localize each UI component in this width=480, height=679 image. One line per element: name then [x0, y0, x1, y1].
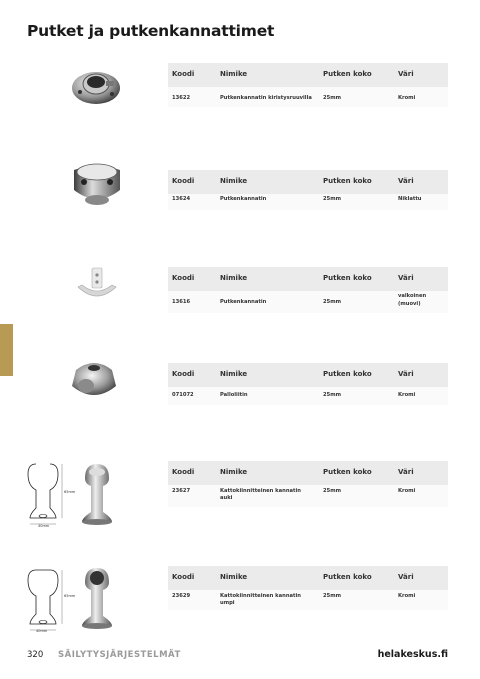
product-code: 13622: [172, 95, 191, 101]
header-code: Koodi: [172, 370, 195, 378]
product-size: 25mm: [323, 299, 342, 305]
section-name: SÄILYTYSJÄRJESTELMÄT: [58, 650, 181, 660]
product-color: Kromi: [398, 95, 416, 101]
product-code: 23627: [172, 488, 191, 494]
svg-text:65mm: 65mm: [64, 490, 76, 494]
product-image-13622: [70, 64, 122, 106]
width-label-23629: [36, 627, 50, 635]
header-color: Väri: [398, 274, 414, 282]
header-name: Nimike: [220, 70, 248, 78]
table-row: [168, 485, 448, 507]
product-code: 13616: [172, 299, 191, 305]
table-row: [168, 590, 448, 610]
width-label-23627: [38, 522, 52, 530]
header-size: Putken koko: [323, 370, 372, 378]
table-header: [168, 267, 448, 291]
product-name: Putkenkannatin: [220, 196, 267, 202]
table-header: [168, 363, 448, 387]
section-tab: [0, 324, 13, 376]
header-code: Koodi: [172, 70, 195, 78]
header-color: Väri: [398, 370, 414, 378]
product-name: Putkenkannatin: [220, 299, 267, 305]
product-table-2: [168, 170, 448, 210]
header-code: Koodi: [172, 274, 195, 282]
product-name: Putkenkannatin kiristysruuvilla: [220, 95, 312, 101]
product-name: Kattokiinnitteinen kannatin: [220, 593, 301, 599]
header-color: Väri: [398, 70, 414, 78]
table-row: [168, 387, 448, 405]
product-table-6: [168, 566, 448, 610]
product-name: Kattokiinnitteinen kannatin: [220, 488, 301, 494]
product-name-line2: auki: [220, 495, 233, 501]
header-name: Nimike: [220, 370, 248, 378]
product-table-1: [168, 63, 448, 107]
header-size: Putken koko: [323, 468, 372, 476]
product-color: valkoinen: [398, 293, 427, 299]
header-size: Putken koko: [323, 177, 372, 185]
product-table-5: [168, 461, 448, 507]
site-url: helakeskus.fi: [377, 649, 448, 660]
height-label-23627: [64, 488, 78, 496]
table-header: [168, 461, 448, 485]
product-name: Palloliitin: [220, 392, 248, 398]
header-size: Putken koko: [323, 70, 372, 78]
product-size: 25mm: [323, 95, 342, 101]
header-name: Nimike: [220, 573, 248, 581]
product-color: Kromi: [398, 392, 416, 398]
table-header: [168, 170, 448, 194]
product-size: 25mm: [323, 196, 342, 202]
svg-text:40mm: 40mm: [38, 524, 50, 528]
header-color: Väri: [398, 177, 414, 185]
header-name: Nimike: [220, 177, 248, 185]
product-name-line2: umpi: [220, 600, 235, 606]
product-image-13624: [70, 160, 124, 210]
product-color-line2: (muovi): [398, 301, 421, 307]
product-size: 25mm: [323, 593, 342, 599]
product-color: Niklattu: [398, 196, 422, 202]
header-name: Nimike: [220, 274, 248, 282]
table-header: [168, 63, 448, 87]
height-label-23629: [64, 592, 78, 600]
product-code: 13624: [172, 196, 191, 202]
product-color: Kromi: [398, 488, 416, 494]
product-image-23629: [80, 566, 114, 632]
header-color: Väri: [398, 468, 414, 476]
product-code: 23629: [172, 593, 191, 599]
page-number: 320: [27, 650, 44, 660]
page-title: Putket ja putkenkannattimet: [27, 22, 275, 40]
product-image-13616: [72, 265, 122, 305]
product-size: 25mm: [323, 488, 342, 494]
table-header: [168, 566, 448, 590]
table-row: [168, 291, 448, 313]
header-code: Koodi: [172, 573, 195, 581]
header-name: Nimike: [220, 468, 248, 476]
header-color: Väri: [398, 573, 414, 581]
product-size: 25mm: [323, 392, 342, 398]
product-color: Kromi: [398, 593, 416, 599]
svg-text:65mm: 65mm: [64, 594, 76, 598]
product-image-071072: [66, 356, 122, 402]
header-code: Koodi: [172, 468, 195, 476]
product-table-4: [168, 363, 448, 405]
product-table-3: [168, 267, 448, 313]
table-row: [168, 194, 448, 210]
header-size: Putken koko: [323, 274, 372, 282]
header-size: Putken koko: [323, 573, 372, 581]
product-image-23627: [80, 462, 114, 528]
svg-text:40mm: 40mm: [36, 629, 48, 633]
header-code: Koodi: [172, 177, 195, 185]
product-code: 071072: [172, 392, 194, 398]
table-row: [168, 87, 448, 107]
